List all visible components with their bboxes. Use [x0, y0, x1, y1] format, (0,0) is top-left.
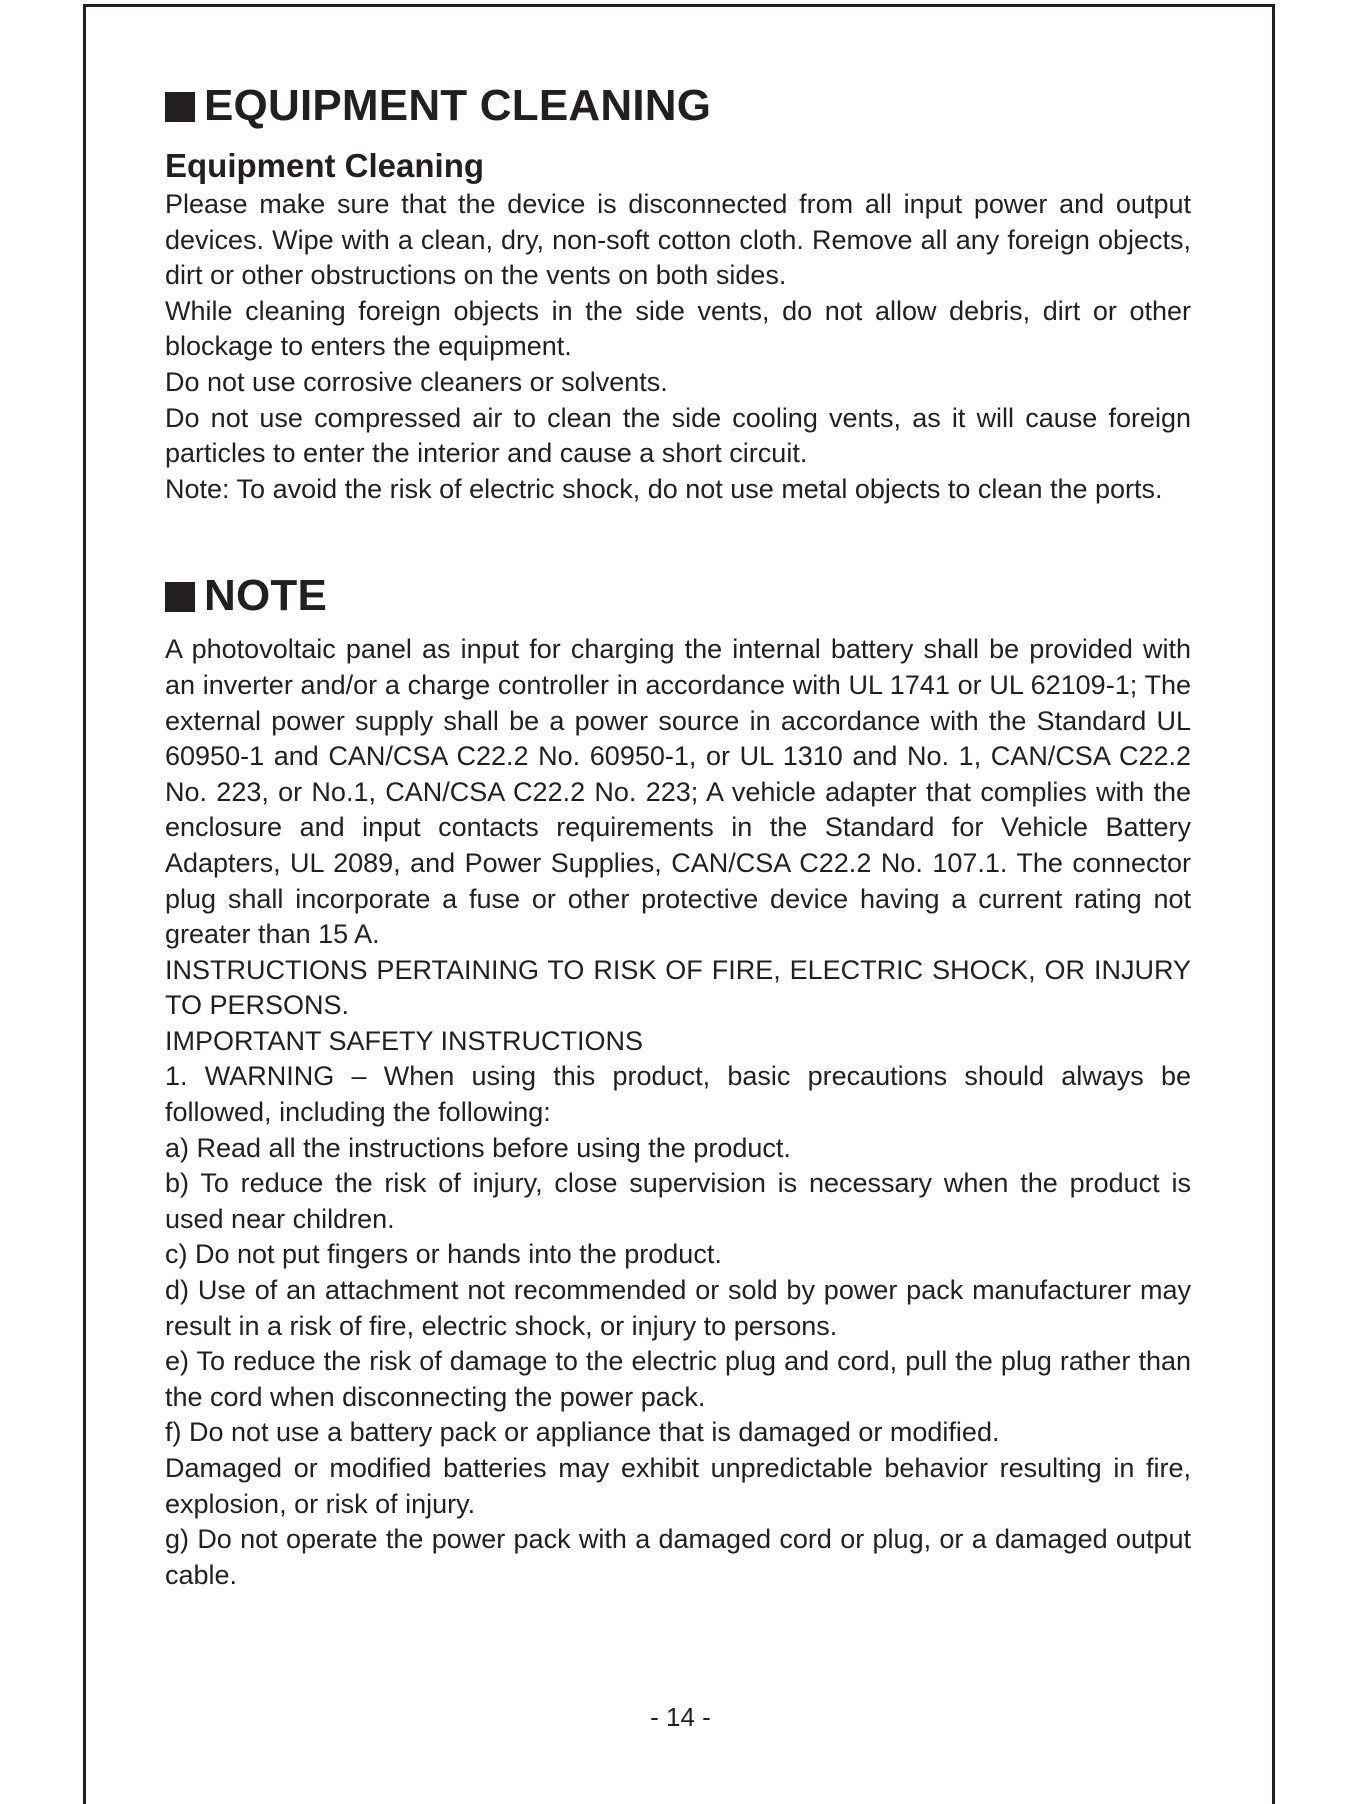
paragraph: Please make sure that the device is disconnected from all input power and output devices. Wipe with a clean, dry, non-soft cotton cloth. Remove all any foreign objects, dirt or other obstructions on the vents on both sides. — [165, 189, 1191, 291]
list-item: b) To reduce the risk of injury, close supervision is necessary when the product is used near children. — [165, 1168, 1191, 1234]
page-number: - 14 - — [650, 1702, 711, 1732]
paragraph: Note: To avoid the risk of electric shock, do not use metal objects to clean the ports. — [165, 473, 1163, 504]
paragraph: Damaged or modified batteries may exhibit unpredictable behavior resulting in fire, explosion, or risk of injury. — [165, 1453, 1191, 1519]
paragraph: A photovoltaic panel as input for charging the internal battery shall be provided with an inverter and/or a charge controller in accordance with UL 1741 or UL 62109-1; The external power supply shall be a power source in accordance with the Standard UL 60950-1 and CAN/CSA C22.2 No. 60950-1, or UL 1310 and No. 1, CAN/CSA C22.2 No. 223, or No.1, CAN/CSA C22.2 No. 223; A vehicle adapter that complies with the enclosure and input contacts requirements in the Standard for Vehicle Battery Adapters, UL 2089, and Power Supplies, CAN/CSA C22.2 No. 107.1. The connector plug shall incorporate a fuse or other protective device having a current rating not greater than 15 A. — [165, 634, 1191, 950]
list-item: g) Do not operate the power pack with a damaged cord or plug, or a damaged output cable. — [165, 1524, 1191, 1590]
section-heading-text: EQUIPMENT CLEANING — [204, 81, 712, 130]
list-item: a) Read all the instructions before using the product. — [165, 1132, 791, 1163]
note-section — [165, 568, 1191, 1593]
equipment-cleaning-body — [165, 187, 1191, 507]
list-item: e) To reduce the risk of damage to the electric plug and cord, pull the plug rather than the cord when disconnecting the power pack. — [165, 1346, 1191, 1412]
section-heading-text: NOTE — [204, 571, 328, 621]
page-content — [165, 78, 1191, 1593]
square-bullet-icon — [165, 582, 195, 612]
note-body — [165, 632, 1191, 1593]
equipment-cleaning-section — [165, 78, 1191, 507]
paragraph: INSTRUCTIONS PERTAINING TO RISK OF FIRE, ELECTRIC SHOCK, OR INJURY TO PERSONS. — [165, 954, 1191, 1021]
list-item: 1. WARNING – When using this product, basic precautions should always be followed, including the following: — [165, 1061, 1191, 1128]
section-heading-equipment-cleaning — [165, 78, 1191, 134]
paragraph: Do not use corrosive cleaners or solvents. — [165, 366, 668, 397]
list-item: f) Do not use a battery pack or appliance that is damaged or modified. — [165, 1417, 1000, 1448]
section-heading-note — [165, 568, 1191, 624]
square-bullet-icon — [165, 92, 195, 122]
paragraph: Do not use compressed air to clean the side cooling vents, as it will cause foreign particles to enter the interior and cause a short circuit. — [165, 402, 1191, 469]
paragraph: IMPORTANT SAFETY INSTRUCTIONS — [165, 1025, 644, 1056]
subheading-equipment-cleaning: Equipment Cleaning — [165, 147, 485, 184]
paragraph: While cleaning foreign objects in the side vents, do not allow debris, dirt or other blockage to enters the equipment. — [165, 295, 1191, 362]
list-item: c) Do not put fingers or hands into the product. — [165, 1239, 722, 1270]
list-item: d) Use of an attachment not recommended or sold by power pack manufacturer may result in a risk of fire, electric shock, or injury to persons. — [165, 1275, 1191, 1341]
